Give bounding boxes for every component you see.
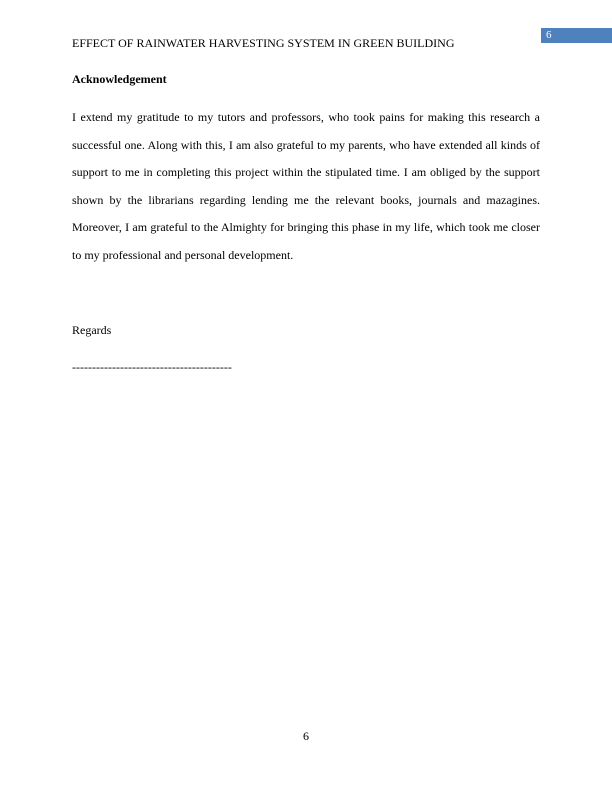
closing-regards: Regards: [72, 323, 112, 337]
section-heading: Acknowledgement: [72, 72, 167, 86]
acknowledgement-paragraph: I extend my gratitude to my tutors and professors, who took pains for making this research a successful one. Along with this, I am also grateful to my parents, who have extended all kinds of support to me in completing this project within the stipulated time. I am obliged by the support shown by the librarians regarding lending me the relevant books, journals and mazagines. Moreover, I am grateful to the Almighty for bringing this phase in my life, which took me closer to my professional and personal development.: [72, 110, 540, 262]
signature-line: ----------------------------------------: [72, 360, 232, 374]
footer-page-number: 6: [303, 729, 309, 743]
running-head: EFFECT OF RAINWATER HARVESTING SYSTEM IN GREEN BUILDING: [72, 36, 455, 50]
page-number-tab: 6: [541, 28, 612, 43]
